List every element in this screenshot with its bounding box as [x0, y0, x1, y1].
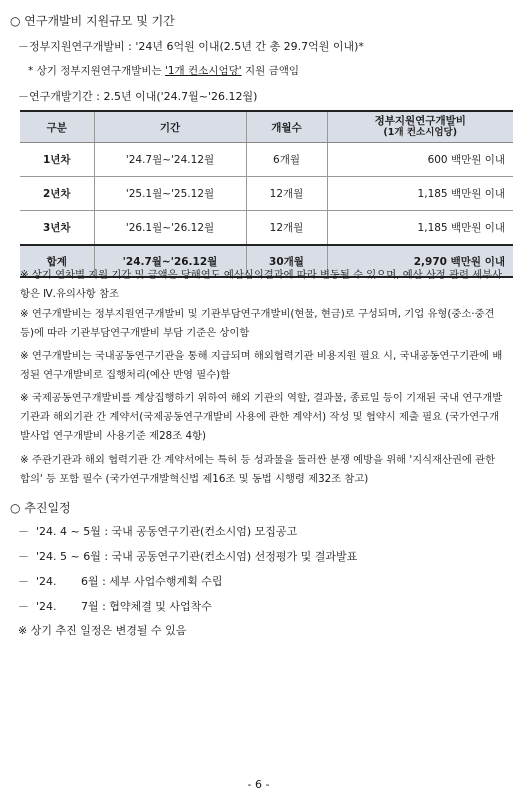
- row-amount: 1,185 백만원 이내: [327, 211, 513, 246]
- budget-line: －정부지원연구개발비 : '24년 6억원 이내(2.5년 간 총 29.7억원 이내)*: [18, 40, 364, 53]
- schedule-item-4: － '24. 7월 : 협약체결 및 사업착수: [18, 600, 212, 613]
- total-months: 30개월: [246, 245, 327, 277]
- note-2: ※ 연구개발비는 정부지원연구개발비 및 기관부담연구개발비(현물, 현금)로 구성되며, 기업 유형(중소·중견 등)에 따라 기관부담연구개발비 부담 기준은 상이함: [20, 308, 495, 339]
- total-amount: 2,970 백만원 이내: [327, 245, 513, 277]
- row-period: '24.7월~'24.12월: [94, 143, 246, 177]
- row-amount: 600 백만원 이내: [327, 143, 513, 177]
- total-period: '24.7월~'26.12월: [94, 245, 246, 277]
- col-header-amount-title: 정부지원연구개발비: [374, 115, 466, 127]
- row-months: 12개월: [246, 177, 327, 211]
- col-header-amount: [327, 111, 513, 143]
- table-row: [20, 211, 513, 246]
- budget-footnote-post: 지원 금액임: [241, 65, 300, 77]
- funding-table: [20, 110, 513, 278]
- table-header-row: [20, 111, 513, 143]
- total-label: 합계: [20, 245, 94, 277]
- note-1: ※ 상기 연차별 지원 기간 및 금액은 당해연도 예산심의결과에 따라 변동될 수 있으며, 예산 산정 관련 세부사항은 Ⅳ.유의사항 참조: [20, 269, 503, 300]
- row-label: 3년차: [20, 211, 94, 246]
- table-row: [20, 143, 513, 177]
- note-4: ※ 국제공동연구개발비를 계상집행하기 위하여 해외 기관의 역할, 결과물, 종료일 등이 기재된 국내 연구개발 기관과 해외기관 간 계약서(국제공동연구개발비 사용에 관한 계약서) 작성 및 협약시 제출 필요 (국가연구개발사업 연구개발비 사용기준 제28조 4항): [20, 392, 503, 442]
- schedule-item-3: － '24. 6월 : 세부 사업수행계획 수립: [18, 575, 223, 588]
- schedule-item-1: － '24. 4 ~ 5월 : 국내 공동연구기관(컨소시엄) 모집공고: [18, 525, 298, 538]
- schedule-footnote: ※ 상기 추진 일정은 변경될 수 있음: [18, 624, 187, 637]
- section-heading-budget: ○ 연구개발비 지원규모 및 기간: [10, 14, 175, 28]
- row-amount: 1,185 백만원 이내: [327, 177, 513, 211]
- col-header-period: 기간: [94, 111, 246, 143]
- row-period: '25.1월~'25.12월: [94, 177, 246, 211]
- page-number: - 6 -: [247, 778, 270, 791]
- budget-footnote-pre: * 상기 정부지원연구개발비는: [28, 65, 165, 77]
- row-period: '26.1월~'26.12월: [94, 211, 246, 246]
- note-3: ※ 연구개발비는 국내공동연구기관을 통해 지급되며 해외협력기관 비용지원 필요 시, 국내공동연구기관에 배정된 연구개발비로 집행처리(예산 반영 필수)함: [20, 350, 503, 381]
- table-row: [20, 177, 513, 211]
- section-heading-schedule: ○ 추진일정: [10, 501, 71, 515]
- row-label: 1년차: [20, 143, 94, 177]
- col-header-category: 구분: [20, 111, 94, 143]
- period-line: －연구개발기간 : 2.5년 이내('24.7월~'26.12월): [18, 90, 258, 103]
- row-months: 6개월: [246, 143, 327, 177]
- col-header-months: 개월수: [246, 111, 327, 143]
- row-label: 2년차: [20, 177, 94, 211]
- schedule-item-2: － '24. 5 ~ 6월 : 국내 공동연구기관(컨소시엄) 선정평가 및 결과발표: [18, 550, 358, 563]
- budget-footnote-underlined: '1개 컨소시엄당': [164, 65, 242, 77]
- col-header-amount-sub: (1개 컨소시엄당): [383, 127, 458, 138]
- row-months: 12개월: [246, 211, 327, 246]
- budget-footnote: [28, 63, 299, 78]
- note-5: ※ 주관기관과 해외 협력기관 간 계약서에는 특허 등 성과물을 둘러싼 분쟁 예방을 위해 '지식재산권에 관한 합의' 등 포함 필수 (국가연구개발혁신법 제16조 및 동법 시행령 제32조 참고): [20, 454, 496, 485]
